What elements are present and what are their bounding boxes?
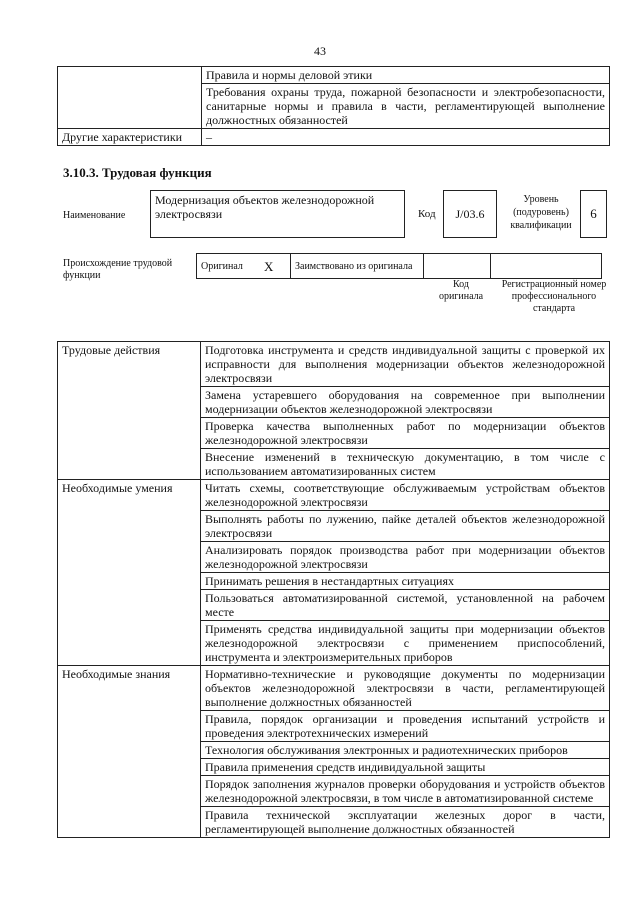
group-label: Необходимые знания [58, 666, 201, 838]
table-cell: Замена устаревшего оборудования на современное при выполнении модернизации объектов железнодорожной электросвязи [201, 387, 610, 418]
table-cell: Принимать решения в нестандартных ситуациях [201, 573, 610, 590]
table-cell: Выполнять работы по лужению, пайке деталей объектов железнодорожной электросвязи [201, 511, 610, 542]
reg-number-caption: Регистрационный номер профессионального стандарта [501, 279, 607, 314]
code-value: J/03.6 [443, 190, 497, 238]
level-value: 6 [580, 190, 607, 238]
table-cell: Применять средства индивидуальной защиты при модернизации объектов железнодорожной электросвязи с применением приспособлений, инструмента и электроизмерительных приборов [201, 621, 610, 666]
group-label: Необходимые умения [58, 480, 201, 666]
table-cell: Правила и нормы деловой этики [202, 67, 610, 84]
page-number: 43 [314, 44, 326, 58]
table-cell: Анализировать порядок производства работ при модернизации объектов железнодорожной электросвязи [201, 542, 610, 573]
table-row [58, 666, 610, 711]
name-value: Модернизация объектов железнодорожной электросвязи [150, 190, 405, 238]
top-left-empty-cell [58, 67, 202, 129]
original-label: Оригинал [197, 254, 261, 279]
top-table [57, 66, 610, 146]
original-mark: X [260, 254, 291, 279]
row-label: Другие характеристики [58, 129, 202, 146]
borrowed-label: Заимствовано из оригинала [291, 254, 424, 279]
table-cell: Пользоваться автоматизированной системой, установленной на рабочем месте [201, 590, 610, 621]
table-cell: Технология обслуживания электронных и радиотехнических приборов [201, 742, 610, 759]
code-label: Код [418, 208, 436, 220]
table-row [58, 67, 610, 84]
table-cell: Правила технической эксплуатации железных дорог в части, регламентирующей выполнение должностных обязанностей [201, 807, 610, 838]
code-original-caption: Код оригинала [438, 279, 484, 302]
code-original-cell [424, 254, 491, 279]
table-cell: Правила, порядок организации и проведения испытаний устройств и проведения электротехнических измерений [201, 711, 610, 742]
group-label: Трудовые действия [58, 342, 201, 480]
origin-table [196, 253, 602, 279]
table-cell: – [202, 129, 610, 146]
main-table [57, 341, 610, 838]
table-cell: Проверка качества выполненных работ по модернизации объектов железнодорожной электросвязи [201, 418, 610, 449]
table-cell: Подготовка инструмента и средств индивидуальной защиты с проверкой их исправности для выполнения модернизации объектов железнодорожной электросвязи [201, 342, 610, 387]
origin-label: Происхождение трудовой функции [63, 258, 173, 281]
table-row [197, 254, 602, 279]
table-cell: Внесение изменений в техническую документацию, в том числе с использованием автоматизированных систем [201, 449, 610, 480]
reg-number-cell [491, 254, 602, 279]
table-row [58, 342, 610, 387]
name-label: Наименование [63, 210, 126, 221]
table-cell: Требования охраны труда, пожарной безопасности и электробезопасности, санитарные нормы и правила в части, регламентирующей выполнение должностных обязанностей [202, 84, 610, 129]
table-cell: Нормативно-технические и руководящие документы по модернизации объектов железнодорожной электросвязи в части, регламентирующей выполнение должностных обязанностей [201, 666, 610, 711]
table-row [58, 129, 610, 146]
table-cell: Читать схемы, соответствующие обслуживаемым устройствам объектов железнодорожной электросвязи [201, 480, 610, 511]
table-cell: Порядок заполнения журналов проверки оборудования и устройств объектов железнодорожной электросвязи, в том числе в автоматизированной системе [201, 776, 610, 807]
table-row [58, 480, 610, 511]
level-label: Уровень (подуровень) квалификации [510, 194, 572, 231]
table-cell: Правила применения средств индивидуальной защиты [201, 759, 610, 776]
section-title: 3.10.3. Трудовая функция [63, 165, 212, 180]
